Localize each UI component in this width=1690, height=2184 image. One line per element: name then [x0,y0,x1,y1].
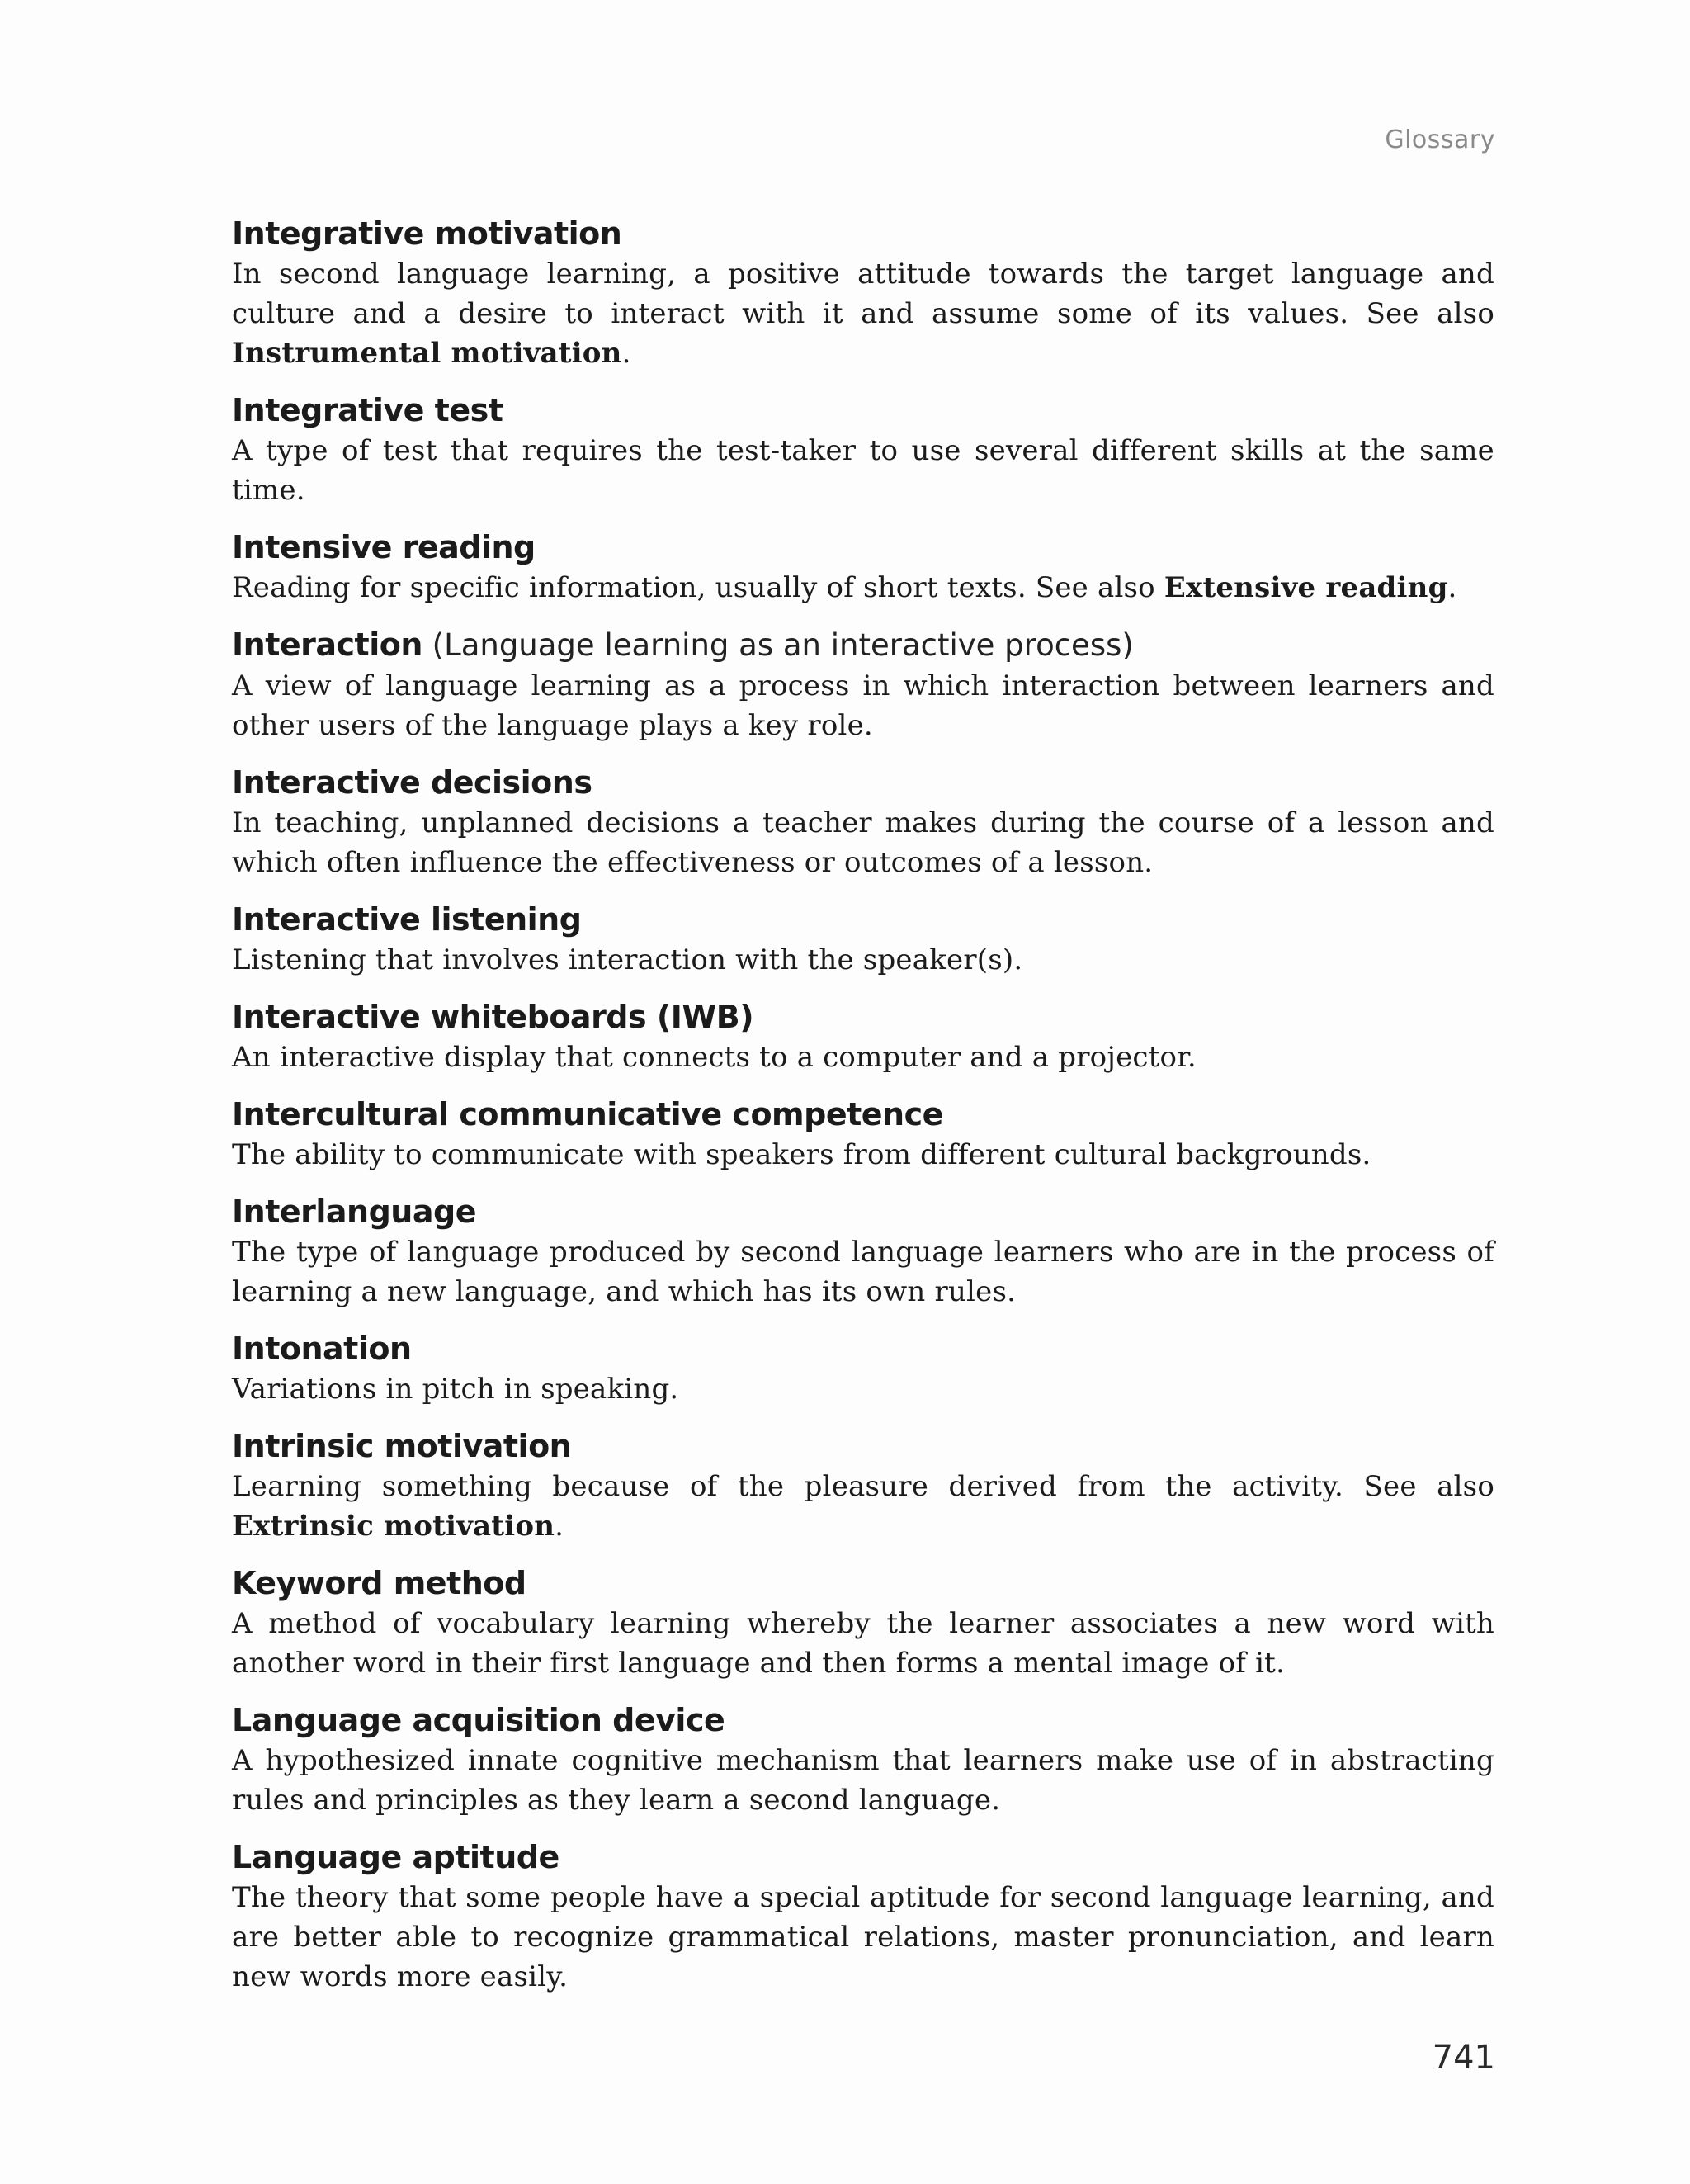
definition-text: In second language learning, a positive attitude towards the target language and culture and a desire to interact with it and assume some of its values. See also [232,258,1494,330]
term-line [232,1094,1494,1135]
glossary-definition [232,940,1494,980]
page-number: 741 [1432,2039,1495,2077]
term-line [232,624,1494,666]
glossary-definition [232,1467,1494,1546]
term-line [232,996,1494,1038]
glossary-term: Keyword method [232,1565,526,1601]
glossary-definition [232,254,1494,373]
term-line [232,390,1494,431]
glossary-entry [232,762,1494,882]
definition-text: Listening that involves interaction with the speaker(s). [232,943,1023,976]
term-line [232,899,1494,940]
glossary-entry [232,390,1494,510]
glossary-list [232,213,1494,2013]
definition-text: An interactive display that connects to a computer and a projector. [232,1041,1197,1074]
definition-text: A view of language learning as a process in which interaction between learners and other users of the language plays a key role. [232,669,1494,742]
glossary-term: Language aptitude [232,1839,559,1875]
glossary-definition [232,1232,1494,1312]
term-line [232,527,1494,568]
glossary-definition [232,1369,1494,1409]
definition-text: The type of language produced by second language learners who are in the process of learning a new language, and which has its own rules. [232,1236,1494,1308]
glossary-definition [232,431,1494,510]
see-also-term: Extrinsic motivation [232,1510,555,1543]
term-line [232,1562,1494,1604]
definition-end: . [621,337,631,370]
definition-text: The theory that some people have a special aptitude for second language learning, and are better able to recognize grammatical relations, master pronunciation, and learn new words more easily. [232,1881,1494,1993]
glossary-entry [232,1191,1494,1312]
see-also-term: Instrumental motivation [232,337,622,370]
glossary-term: Intonation [232,1331,412,1367]
glossary-entry [232,996,1494,1077]
glossary-definition [232,666,1494,745]
glossary-term: Interactive listening [232,901,582,938]
glossary-term: Intrinsic motivation [232,1428,572,1464]
glossary-term: Language acquisition device [232,1702,725,1738]
term-line [232,762,1494,803]
definition-text: The ability to communicate with speakers from different cultural backgrounds. [232,1138,1371,1171]
glossary-term: Integrative motivation [232,215,622,252]
term-line [232,1837,1494,1878]
glossary-entry [232,213,1494,373]
term-line [232,1191,1494,1232]
glossary-term: Interaction [232,626,422,663]
term-line [232,1425,1494,1467]
term-line [232,1328,1494,1369]
glossary-entry [232,1425,1494,1546]
glossary-entry [232,527,1494,607]
definition-text: Learning something because of the pleasure derived from the activity. See also [232,1470,1494,1503]
definition-end: . [555,1510,564,1543]
glossary-term: Intensive reading [232,529,536,565]
glossary-entry [232,1094,1494,1175]
glossary-definition [232,803,1494,882]
glossary-definition [232,1741,1494,1820]
glossary-term: Intercultural communicative competence [232,1096,943,1132]
term-line [232,213,1494,254]
glossary-entry [232,1328,1494,1409]
term-line [232,1699,1494,1741]
glossary-term: Interactive decisions [232,764,592,801]
glossary-definition [232,1038,1494,1077]
glossary-entry [232,624,1494,745]
glossary-entry [232,899,1494,980]
running-header: Glossary [1385,125,1495,154]
definition-text: A method of vocabulary learning whereby the learner associates a new word with another word in their first language and then forms a mental image of it. [232,1607,1494,1680]
glossary-definition [232,1604,1494,1683]
definition-text: A type of test that requires the test-taker to use several different skills at the same time. [232,434,1494,507]
definition-text: A hypothesized innate cognitive mechanism that learners make use of in abstracting rules and principles as they learn a second language. [232,1744,1494,1817]
glossary-term: Interactive whiteboards (IWB) [232,999,754,1035]
definition-text: Variations in pitch in speaking. [232,1373,679,1406]
glossary-definition [232,1135,1494,1175]
glossary-entry [232,1837,1494,1997]
glossary-term: Integrative test [232,392,503,428]
glossary-definition [232,1878,1494,1997]
definition-text: Reading for specific information, usually of short texts. See also [232,571,1164,604]
glossary-definition [232,568,1494,607]
glossary-term: Interlanguage [232,1194,476,1230]
glossary-entry [232,1699,1494,1820]
see-also-term: Extensive reading [1164,571,1448,604]
definition-end: . [1447,571,1457,604]
definition-text: In teaching, unplanned decisions a teacher makes during the course of a lesson and which often influence the effectiveness or outcomes of a lesson. [232,806,1494,879]
term-note: (Language learning as an interactive process) [422,627,1134,663]
glossary-entry [232,1562,1494,1683]
